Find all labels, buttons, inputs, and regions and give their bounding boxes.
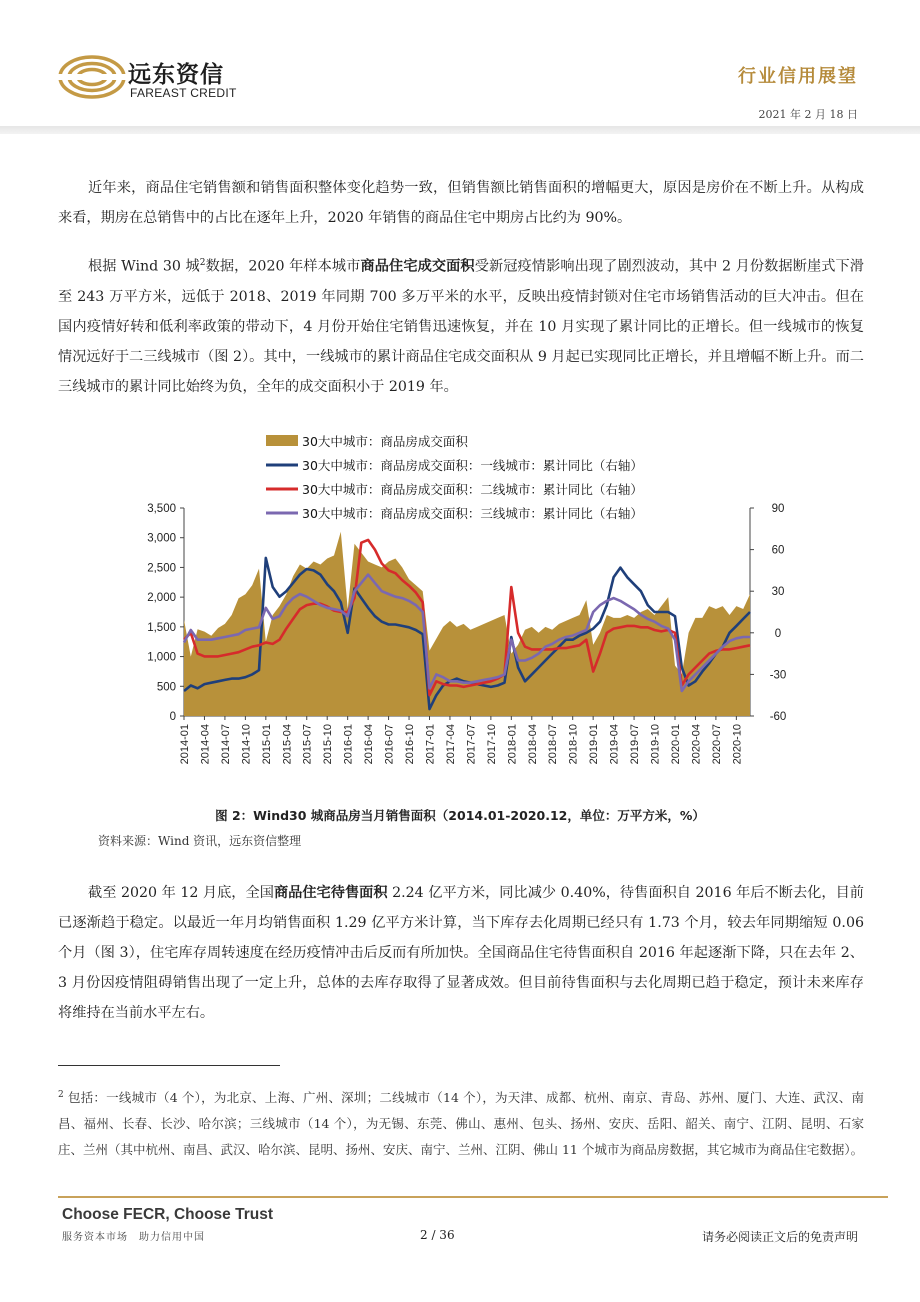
- legend-label: 30大中城市：商品房成交面积：一线城市：累计同比（右轴）: [302, 458, 643, 473]
- page-header: [0, 0, 920, 140]
- footnote-divider: [58, 1065, 280, 1066]
- brand-name-cn: 远东资信: [128, 62, 224, 88]
- report-date: 2021 年 2 月 18 日: [758, 108, 858, 121]
- left-tick-label: 3,500: [147, 503, 176, 515]
- x-tick-label: 2020-01: [669, 724, 682, 765]
- footer-divider: [58, 1196, 888, 1198]
- right-tick-label: 0: [774, 627, 782, 640]
- paragraph-2-text-b: 数据，2020 年样本城市: [205, 258, 361, 275]
- x-tick-label: 2017-07: [465, 724, 478, 765]
- x-tick-label: 2019-04: [608, 724, 621, 765]
- legend-label: 30大中城市：商品房成交面积：二线城市：累计同比（右轴）: [302, 482, 643, 497]
- paragraph-3-highlight: 商品住宅待售面积: [273, 885, 388, 901]
- fareast-credit-logo-icon: [58, 52, 128, 102]
- x-tick-label: 2014-10: [240, 724, 253, 765]
- paragraph-3-text-a: 截至 2020 年 12 月底，全国: [88, 885, 274, 901]
- x-tick-label: 2014-01: [179, 724, 191, 765]
- legend-label: 30大中城市：商品房成交面积：三线城市：累计同比（右轴）: [302, 506, 643, 521]
- x-tick-label: 2015-07: [301, 724, 314, 765]
- disclaimer-link[interactable]: 请务必阅读正文后的免责声明: [701, 1230, 858, 1244]
- left-tick-label: 500: [156, 681, 176, 694]
- right-tick-label: -60: [769, 711, 787, 723]
- x-tick-label: 2014-04: [199, 724, 212, 765]
- x-tick-label: 2014-07: [219, 724, 232, 765]
- x-tick-label: 2019-10: [649, 724, 662, 765]
- x-tick-label: 2016-04: [363, 724, 376, 765]
- paragraph-3-text-b: 2.24 亿平方米，同比减少 0.40%，待售面积自 2016 年后不断去化，目前已逐渐趋于稳定。以最近一年月均销售面积 1.29 亿平方米计算，当下库存去化周期已经只有 1.73 个月，较去年同期缩短 0.06 个月（图 3），住宅库存周转速度在经历疫情冲击后反而有所加快。全国商品住宅待售面积自 2016 年起逐渐下降，只在去年 2、3 月份因疫情阻碍销售出现了一定上升，总体的去库存取得了显著成效。但目前待售面积与去化周期已趋于稳定，预计未来库存将维持在当前水平左右。: [58, 885, 864, 1021]
- left-tick-label: 0: [169, 711, 176, 723]
- x-tick-label: 2017-04: [444, 724, 457, 765]
- left-tick-label: 3,000: [147, 532, 176, 545]
- sales-area-chart: [120, 420, 800, 800]
- x-tick-label: 2019-01: [588, 724, 601, 765]
- right-tick-label: -30: [769, 669, 787, 682]
- x-tick-label: 2016-01: [342, 724, 355, 765]
- figure-source: 资料来源：Wind 资讯，远东资信整理: [98, 834, 302, 848]
- paragraph-1-text: 近年来，商品住宅销售额和销售面积整体变化趋势一致，但销售额比销售面积的增幅更大，原因是房价在不断上升。从构成来看，期房在总销售中的占比在逐年上升，2020 年销售的商品住宅中期房占比约为 90%。: [58, 180, 864, 226]
- figure-caption: 图 2：Wind30 城商品房当月销售面积（2014.01-2020.12，单位：万平方米，%）: [215, 808, 705, 823]
- footnote: [58, 1082, 864, 1163]
- paragraph-2-text-c: 受新冠疫情影响出现了剧烈波动，其中 2 月份数据断崖式下滑至 243 万平方米，远低于 2018、2019 年同期 700 多万平米的水平，反映出疫情封锁对住宅市场销售活动的巨大冲击。但在国内疫情好转和低利率政策的带动下，4 月份开始住宅销售迅速恢复，并在 10 月实现了累计同比的正增长。但一线城市的恢复情况远好于二三线城市（图 2）。其中，一线城市的累计商品住宅成交面积从 9 月起已实现同比正增长，并且增幅不断上升。而二三线城市的累计同比始终为负，全年的成交面积小于 2019 年。: [58, 258, 864, 395]
- x-tick-label: 2016-07: [383, 724, 396, 765]
- x-tick-label: 2015-10: [322, 724, 335, 765]
- right-tick-label: 90: [771, 503, 785, 515]
- page-number: 2 / 36: [420, 1228, 455, 1242]
- x-tick-label: 2015-01: [260, 724, 273, 765]
- legend-swatch-area: [266, 435, 298, 446]
- x-tick-label: 2020-10: [731, 724, 744, 765]
- x-tick-label: 2020-04: [690, 724, 703, 765]
- left-tick-label: 1,500: [147, 621, 176, 634]
- report-type: 行业信用展望: [738, 66, 858, 87]
- x-tick-label: 2018-04: [526, 724, 539, 765]
- paragraph-2-text-a: 根据 Wind 30 城: [88, 258, 200, 275]
- left-tick-label: 2,000: [147, 592, 176, 605]
- paragraph-3: [58, 878, 864, 1028]
- right-tick-label: 60: [771, 544, 785, 557]
- right-tick-label: 30: [771, 586, 785, 599]
- left-tick-label: 1,000: [147, 651, 176, 664]
- brand-name-en: FAREAST CREDIT: [130, 86, 237, 100]
- paragraph-1: [58, 173, 864, 233]
- footnote-marker: 2: [58, 1090, 64, 1100]
- footer-slogan-sub: 服务资本市场 助力信用中国: [62, 1232, 205, 1243]
- x-tick-label: 2018-07: [547, 724, 560, 765]
- footnote-text: 包括：一线城市（4 个），为北京、上海、广州、深圳；二线城市（14 个），为天津、成都、杭州、南京、青岛、苏州、厦门、大连、武汉、南昌、福州、长春、长沙、哈尔滨；三线城市（14 个），为无锡、东莞、佛山、惠州、包头、扬州、安庆、岳阳、韶关、南宁、江阴、昆明、石家庄、兰州（其中杭州、南昌、武汉、哈尔滨、昆明、扬州、安庆、南宁、兰州、江阴、佛山 11 个城市为商品房数据，其它城市为商品住宅数据）。: [58, 1090, 864, 1158]
- series-area-total: [184, 532, 750, 716]
- paragraph-2: [58, 248, 864, 402]
- legend-label: 30大中城市：商品房成交面积: [302, 434, 468, 449]
- header-divider: [0, 126, 920, 134]
- x-tick-label: 2019-07: [629, 724, 642, 765]
- chart-plot: [147, 503, 786, 764]
- paragraph-2-highlight: 商品住宅成交面积: [360, 258, 475, 275]
- x-tick-label: 2015-04: [281, 724, 294, 765]
- x-tick-label: 2017-01: [424, 724, 437, 765]
- x-tick-label: 2020-07: [710, 724, 723, 765]
- chart-legend: [266, 434, 643, 521]
- footnote-ref[interactable]: 2: [199, 258, 206, 268]
- x-tick-label: 2017-10: [485, 724, 498, 765]
- left-tick-label: 2,500: [147, 562, 176, 575]
- x-tick-label: 2018-01: [506, 724, 519, 765]
- footer-slogan: Choose FECR, Choose Trust: [62, 1206, 273, 1223]
- x-tick-label: 2018-10: [567, 724, 580, 765]
- x-tick-label: 2016-10: [404, 724, 417, 765]
